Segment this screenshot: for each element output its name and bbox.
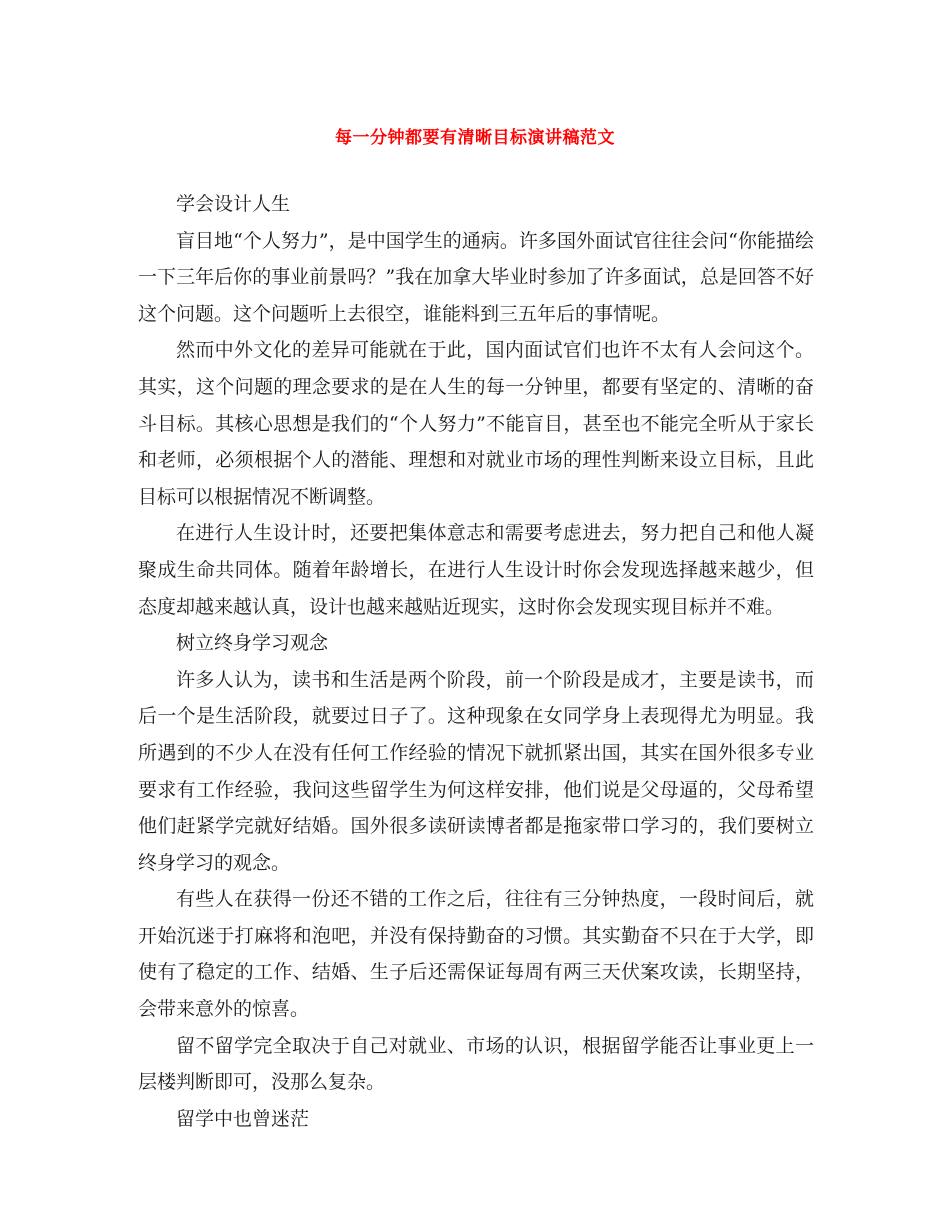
section-heading-design-life: 学会设计人生 bbox=[176, 193, 291, 215]
body-paragraph: 有些人在获得一份还不错的工作之后，往往有三分钟热度，一段时间后，就开始沉迷于打麻将和泡吧，并没有保持勤奋的习惯。其实勤奋不只在于大学，即使有了稳定的工作、结婚、生子后还需保证每周有两三天伏案攻读，长期坚持，会带来意外的惊喜。 bbox=[138, 888, 814, 1021]
document-body bbox=[138, 186, 814, 1137]
body-paragraph: 留不留学完全取决于自己对就业、市场的认识，根据留学能否让事业更上一层楼判断即可，没那么复杂。 bbox=[138, 1034, 814, 1094]
document-title: 每一分钟都要有清晰目标演讲稿范文 bbox=[335, 128, 615, 148]
body-paragraph: 在进行人生设计时，还要把集体意志和需要考虑进去，努力把自己和他人凝聚成生命共同体。随着年龄增长，在进行人生设计时你会发现选择越来越少，但态度却越来越认真，设计也越来越贴近现实，这时你会发现实现目标并不难。 bbox=[138, 522, 814, 618]
body-paragraph: 然而中外文化的差异可能就在于此，国内面试官们也许不太有人会问这个。其实，这个问题的理念要求的是在人生的每一分钟里，都要有坚定的、清晰的奋斗目标。其核心思想是我们的“个人努力”不能盲目，甚至也不能完全听从于家长和老师，必须根据个人的潜能、理想和对就业市场的理性判断来设立目标，且此目标可以根据情况不断调整。 bbox=[138, 339, 814, 508]
body-paragraph: 许多人认为，读书和生活是两个阶段，前一个阶段是成才，主要是读书，而后一个是生活阶段，就要过日子了。这种现象在女同学身上表现得尤为明显。我所遇到的不少人在没有任何工作经验的情况下就抓紧出国，其实在国外很多专业要求有工作经验，我问这些留学生为何这样安排，他们说是父母逼的，父母希望他们赶紧学完就好结婚。国外很多读研读博者都是拖家带口学习的，我们要树立终身学习的观念。 bbox=[138, 668, 814, 874]
section-heading-confusion-abroad: 留学中也曾迷茫 bbox=[176, 1107, 310, 1130]
body-paragraph: 盲目地“个人努力”，是中国学生的通病。许多国外面试官往往会问“你能描绘一下三年后你的事业前景吗？”我在加拿大毕业时参加了许多面试，总是回答不好这个问题。这个问题听上去很空，谁能料到三五年后的事情呢。 bbox=[138, 229, 814, 325]
section-heading-lifelong-learning: 树立终身学习观念 bbox=[176, 632, 329, 655]
